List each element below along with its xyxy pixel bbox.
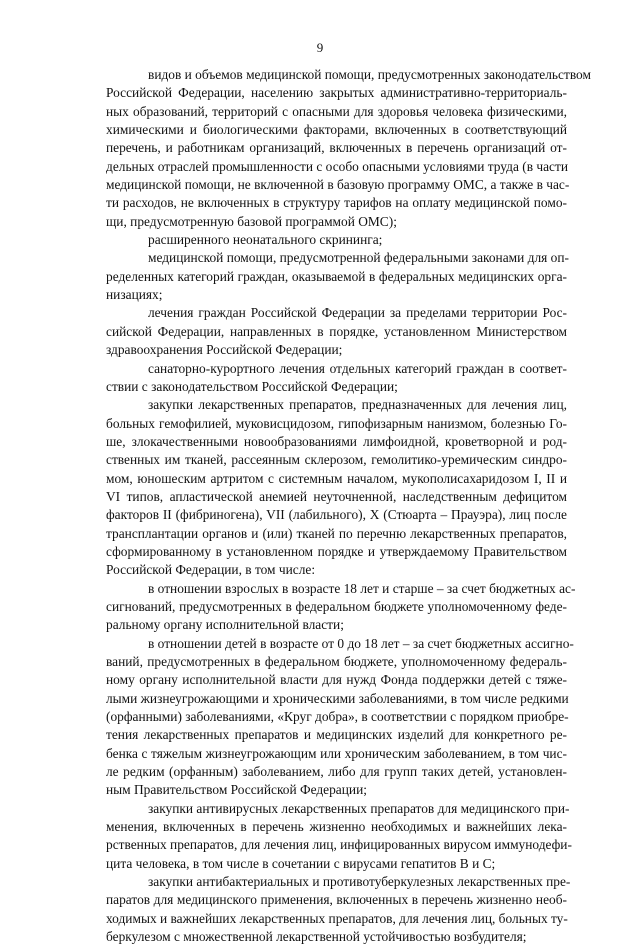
text-line: в отношении детей в возрасте от 0 до 18 лет – за счет бюджетных ассигно- — [148, 635, 574, 651]
text-line: закупки антивирусных лекарственных препаратов для медицинского при- — [148, 800, 570, 816]
paragraph — [106, 635, 574, 800]
paragraph — [106, 66, 591, 231]
text-line: ственных им тканей, рассеянным склерозом, гемолитико-уремическим синдро- — [106, 452, 567, 468]
text-line: в отношении взрослых в возрасте 18 лет и старше – за счет бюджетных ас- — [148, 580, 576, 596]
text-line: ти расходов, не включенных в структуру тарифов на оплату медицинской помо- — [106, 195, 567, 211]
text-line: медицинской помощи, не включенной в базовую программу ОМС, а также в час- — [106, 177, 570, 193]
text-line: паратов для медицинского применения, включенных в перечень жизненно необ- — [106, 892, 567, 908]
text-line: видов и объемов медицинской помощи, предусмотренных законодательством — [148, 67, 591, 82]
text-line: ределенных категорий граждан, оказываемой в федеральных медицинских орга- — [106, 268, 567, 284]
text-line: санаторно-курортного лечения отдельных категорий граждан в соответ- — [148, 360, 567, 376]
paragraph — [106, 800, 572, 873]
text-line: ше, злокачественными новообразованиями лимфоидной, кроветворной и род- — [106, 433, 567, 449]
paragraph — [106, 580, 576, 635]
text-line: закупки лекарственных препаратов, предназначенных для лечения лиц, — [148, 397, 567, 413]
text-line: ному органу исполнительной власти для нужд Фонда поддержки детей с тяже- — [106, 672, 567, 688]
paragraph — [106, 249, 567, 304]
text-line: (орфанными) заболеваниями, «Круг добра», в соответствии с порядком приобре- — [106, 709, 569, 725]
text-line: бенка с тяжелым жизнеугрожающим или хроническим заболеванием, в том чис- — [106, 745, 567, 761]
text-line: лыми жизнеугрожающими и хроническими заболеваниями, в том числе редкими — [106, 690, 569, 706]
text-line: цита человека, в том числе в сочетании с вирусами гепатитов B и C; — [106, 855, 496, 871]
paragraph — [106, 396, 567, 579]
text-line: здравоохранения Российской Федерации; — [106, 342, 343, 358]
text-line: химическими и биологическими факторами, включенных в соответствующий — [106, 122, 567, 138]
text-line: закупки антибактериальных и противотуберкулезных лекарственных пре- — [148, 874, 571, 890]
text-line: ствии с законодательством Российской Федерации; — [106, 378, 398, 394]
text-line: ле редким (орфанным) заболеванием, либо для групп таких детей, установлен- — [106, 764, 567, 780]
text-line: сформированному в установленном порядке и утверждаемому Правительством — [106, 543, 567, 559]
text-line: VI типов, апластической анемией неуточненной, наследственным дефицитом — [106, 488, 567, 504]
text-line: сигнований, предусмотренных в федеральном бюджете уполномоченному феде- — [106, 598, 567, 614]
text-line: Российской Федерации, населению закрытых административно-территориаль- — [106, 85, 567, 101]
paragraph — [106, 360, 567, 397]
paragraph — [106, 304, 567, 359]
paragraph — [106, 873, 571, 946]
text-line: мом, юношеским артритом с системным началом, мукополисахаридозом I, II и — [106, 470, 567, 486]
text-line: перечень, и работникам организаций, включенных в перечень организаций от- — [106, 140, 567, 156]
text-line: сийской Федерации, направленных в порядке, установленном Министерством — [106, 323, 567, 339]
text-line: ходимых и важнейших лекарственных препаратов, для лечения лиц, больных ту- — [106, 910, 568, 926]
text-line: ных образований, территорий с опасными для здоровья человека физическими, — [106, 103, 567, 119]
text-line: трансплантации органов и (или) тканей по перечню лекарственных препаратов, — [106, 525, 567, 541]
text-line: расширенного неонатального скрининга; — [148, 232, 383, 248]
text-line: ральному органу исполнительной власти; — [106, 617, 344, 633]
text-line: менения, включенных в перечень жизненно необходимых и важнейших лека- — [106, 819, 567, 835]
paragraph — [106, 231, 567, 249]
text-line: беркулезом с множественной лекарственной устойчивостью возбудителя; — [106, 929, 527, 945]
text-line: низациях; — [106, 287, 163, 303]
text-line: медицинской помощи, предусмотренной федеральными законами для оп- — [148, 250, 569, 266]
text-line: тения лекарственных препаратов и медицинских изделий для конкретного ре- — [106, 727, 567, 743]
text-line: рственных препаратов, для лечения лиц, инфицированных вирусом иммунодефи- — [106, 837, 572, 853]
text-line: дельных отраслей промышленности с особо опасными условиями труда (в части — [106, 158, 569, 174]
text-line: Российской Федерации, в том числе: — [106, 562, 316, 578]
text-line: больных гемофилией, муковисцидозом, гипофизарным нанизмом, болезнью Го- — [106, 415, 567, 431]
text-line: факторов II (фибриногена), VII (лабильного), X (Стюарта – Прауэра), лиц после — [106, 507, 567, 523]
page-number: 9 — [316, 40, 324, 55]
text-line: лечения граждан Российской Федерации за пределами территории Рос- — [148, 305, 567, 321]
text-line: щи, предусмотренную базовой программой ОМС); — [106, 213, 397, 229]
text-line: ным Правительством Российской Федерации; — [106, 782, 367, 798]
document-body — [106, 66, 591, 947]
text-line: ваний, предусмотренных в федеральном бюджете, уполномоченному федераль- — [106, 654, 567, 669]
